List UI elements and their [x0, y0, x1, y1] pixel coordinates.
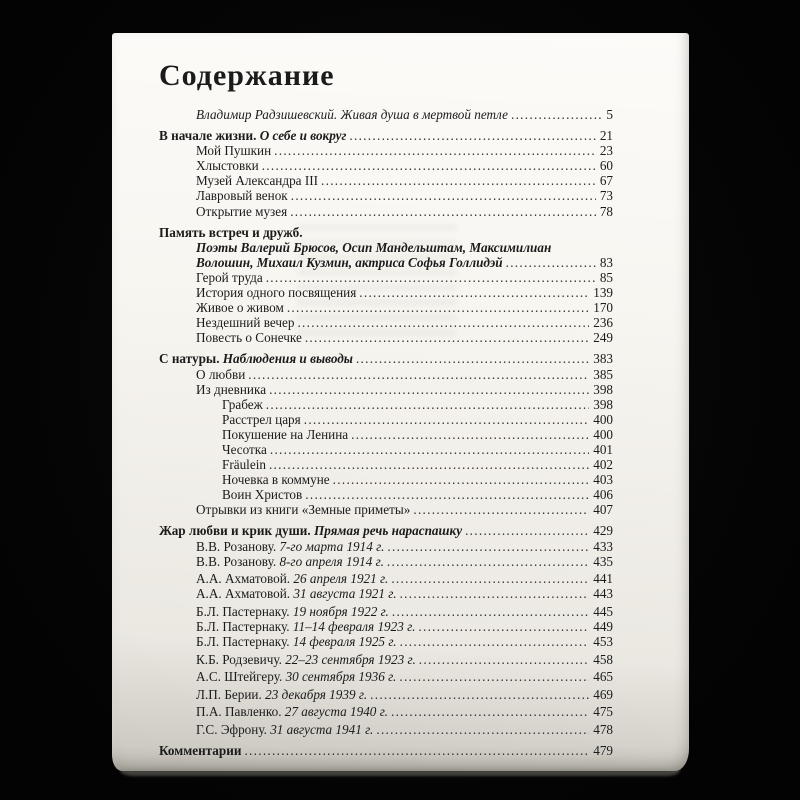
toc-entry — [159, 159, 613, 174]
toc-entry-text: Живое о живом — [196, 300, 284, 316]
page-number: 443 — [593, 586, 613, 602]
toc-entry-text: К.Б. Родзевичу. 22–23 сентября 1923 г. — [196, 651, 416, 667]
toc-entry-text: Fräulein — [222, 457, 266, 473]
page-number: 402 — [593, 457, 613, 473]
leader-dots — [333, 473, 590, 488]
page-number: 479 — [593, 743, 613, 759]
leader-dots — [262, 159, 596, 174]
toc-entry-text: Из дневника — [196, 381, 267, 397]
toc-entry — [159, 723, 613, 738]
toc-entry-text: Мой Пушкин — [196, 143, 272, 159]
toc-entry-text: В.В. Розанову. 8-го апреля 1914 г. — [196, 553, 384, 569]
toc-entry-text: Поэты Валерий Брюсов, Осип Мандельштам, Максимилиан — [196, 239, 552, 255]
page-title: Содержание — [159, 59, 335, 92]
toc-entry-text: Воин Христов — [222, 487, 303, 503]
leader-dots — [511, 108, 602, 123]
toc-entry-text: В.В. Розанову. 7-го марта 1914 г. — [196, 538, 385, 554]
toc-entry — [159, 413, 613, 428]
leader-dots — [391, 705, 589, 720]
leader-dots — [266, 271, 596, 286]
toc-entry — [159, 301, 613, 316]
toc-entry-text: Б.Л. Пастернаку. 14 февраля 1925 г. — [196, 634, 397, 650]
page-stack-edge — [120, 769, 680, 776]
page-number: 85 — [599, 269, 613, 285]
toc-entry — [159, 524, 613, 539]
toc-entry-text: В начале жизни. О себе и вокруг — [159, 128, 347, 144]
toc-entry-text: Б.Л. Пастернаку. 11–14 февраля 1923 г. — [196, 619, 416, 634]
leader-dots — [392, 605, 589, 620]
leader-dots — [269, 383, 589, 398]
toc-entry — [159, 368, 613, 383]
toc-entry — [159, 572, 613, 587]
leader-dots — [399, 670, 589, 685]
toc-entry — [159, 473, 613, 488]
leader-dots — [287, 301, 589, 316]
toc-entry-text: Покушение на Ленина — [222, 426, 349, 442]
toc-entry — [159, 688, 613, 703]
page-number: 449 — [593, 619, 613, 634]
toc-entry-text: Грабеж — [222, 396, 263, 412]
toc-entry — [159, 503, 613, 518]
page-number: 23 — [599, 143, 613, 159]
toc-entry — [159, 144, 613, 159]
leader-dots — [400, 587, 590, 602]
page-number: 469 — [593, 686, 613, 702]
toc-entry — [159, 256, 613, 271]
page-number: 406 — [593, 487, 613, 503]
toc-entry-text: Лавровый венок — [196, 188, 288, 204]
leader-dots — [370, 688, 589, 703]
toc-entry — [159, 271, 613, 286]
page-number: 383 — [593, 351, 613, 367]
toc-entry-text: Открытие музея — [196, 203, 288, 219]
leader-dots — [305, 488, 589, 503]
toc-entry-text: Комментарии — [159, 743, 242, 759]
page-number: 441 — [593, 571, 613, 587]
page-number: 78 — [599, 203, 613, 219]
toc-entry — [159, 241, 613, 256]
leader-dots — [400, 635, 590, 650]
toc-entry — [159, 443, 613, 458]
toc-entry — [159, 744, 613, 759]
toc — [159, 59, 613, 759]
leader-dots — [359, 286, 589, 301]
toc-entry-text: Б.Л. Пастернаку. 19 ноября 1922 г. — [196, 603, 389, 619]
leader-dots — [387, 555, 589, 570]
page-number: 139 — [593, 285, 613, 301]
toc-entry — [159, 226, 613, 241]
page-number: 83 — [599, 254, 613, 270]
page-number: 73 — [599, 188, 613, 204]
toc-entry — [159, 205, 613, 220]
toc-entry-text: С натуры. Наблюдения и выводы — [159, 351, 353, 367]
toc-entry-text: П.А. Павленко. 27 августа 1940 г. — [196, 704, 388, 720]
toc-entry — [159, 555, 613, 570]
toc-entry-text: Г.С. Эфрону. 31 августа 1941 г. — [196, 722, 374, 738]
page-number: 398 — [593, 396, 613, 412]
toc-entry-text: А.А. Ахматовой. 26 апреля 1921 г. — [196, 571, 389, 587]
page-number: 429 — [593, 523, 613, 539]
leader-dots — [244, 744, 589, 759]
toc-entry — [159, 428, 613, 443]
page-number: 407 — [593, 502, 613, 518]
toc-entry-text: Жар любви и крик души. Прямая речь нараспашку — [159, 523, 463, 539]
page-number: 465 — [593, 669, 613, 685]
toc-entry — [159, 174, 613, 189]
page-number: 403 — [593, 472, 613, 488]
leader-dots — [387, 540, 589, 555]
page-number: 475 — [593, 704, 613, 720]
leader-dots — [269, 458, 589, 473]
toc-entry-text: Владимир Радзишевский. Живая душа в мертвой петле — [196, 107, 508, 122]
toc-entry-text: Хлыстовки — [196, 158, 259, 174]
toc-entry — [159, 587, 613, 602]
toc-entry — [159, 705, 613, 720]
page-number: 398 — [593, 381, 613, 397]
leader-dots — [290, 205, 596, 220]
page-number: 433 — [593, 538, 613, 554]
toc-entry-text: Отрывки из книги «Земные приметы» — [196, 502, 411, 518]
page-number: 458 — [593, 651, 613, 667]
leader-dots — [270, 443, 589, 458]
toc-entry-text: О любви — [196, 366, 246, 382]
toc-entry-text: Память встреч и дружб. — [159, 224, 303, 240]
page-number: 21 — [599, 128, 613, 144]
page-number: 60 — [599, 158, 613, 174]
page-number: 435 — [593, 553, 613, 569]
leader-dots — [321, 174, 596, 189]
toc-entry-text: А.А. Ахматовой. 31 августа 1921 г. — [196, 586, 397, 602]
toc-entry — [159, 352, 613, 367]
toc-entry — [159, 286, 613, 301]
toc-entry — [159, 620, 613, 635]
page-number: 236 — [593, 315, 613, 331]
toc-entry — [159, 383, 613, 398]
leader-dots — [356, 352, 589, 367]
toc-entry — [159, 189, 613, 204]
toc-entry — [159, 331, 613, 346]
leader-dots — [391, 572, 589, 587]
toc-entry-text: История одного посвящения — [196, 285, 357, 301]
toc-entry — [159, 108, 613, 123]
toc-entry — [159, 316, 613, 331]
toc-entry — [159, 635, 613, 650]
leader-dots — [248, 368, 589, 383]
page-number: 385 — [593, 366, 613, 382]
leader-dots — [506, 256, 596, 271]
toc-entry-text: Повесть о Сонечке — [196, 330, 302, 346]
toc-entry-text: Ночевка в коммуне — [222, 472, 330, 488]
leader-dots — [274, 144, 596, 159]
book-page — [112, 33, 689, 771]
toc-entry — [159, 458, 613, 473]
toc-entry — [159, 540, 613, 555]
leader-dots — [305, 331, 589, 346]
page-number: 400 — [593, 426, 613, 442]
leader-dots — [413, 503, 589, 518]
toc-entry-text: Чесотка — [222, 441, 267, 457]
page-number: 453 — [593, 634, 613, 650]
page-number: 400 — [593, 411, 613, 427]
toc-entry-text: Музей Александра III — [196, 173, 318, 189]
toc-entry — [159, 129, 613, 144]
leader-dots — [297, 316, 589, 331]
toc-entry-text: А.С. Штейгеру. 30 сентября 1936 г. — [196, 669, 397, 685]
page-number: 5 — [606, 107, 613, 122]
toc-list — [159, 108, 613, 759]
leader-dots — [266, 398, 589, 413]
leader-dots — [291, 189, 596, 204]
page-number: 170 — [593, 300, 613, 316]
toc-entry — [159, 653, 613, 668]
toc-entry — [159, 488, 613, 503]
page-number: 249 — [593, 330, 613, 346]
toc-entry-text: Нездешний вечер — [196, 315, 295, 331]
toc-entry — [159, 605, 613, 620]
leader-dots — [351, 428, 589, 443]
toc-entry-text: Л.П. Берии. 23 декабря 1939 г. — [196, 686, 368, 702]
leader-dots — [376, 723, 589, 738]
toc-entry — [159, 398, 613, 413]
toc-entry-text: Расстрел царя — [222, 411, 301, 427]
toc-entry-text: Волошин, Михаил Кузмин, актриса Софья Голлидэй — [196, 254, 503, 270]
leader-dots — [418, 620, 589, 635]
page-number: 445 — [593, 603, 613, 619]
leader-dots — [304, 413, 590, 428]
leader-dots — [419, 653, 589, 668]
toc-entry-text: Герой труда — [196, 269, 263, 285]
toc-entry — [159, 670, 613, 685]
page-number: 401 — [593, 441, 613, 457]
page-number: 67 — [599, 173, 613, 189]
leader-dots — [349, 129, 595, 144]
page-number: 478 — [593, 722, 613, 738]
leader-dots — [465, 524, 589, 539]
